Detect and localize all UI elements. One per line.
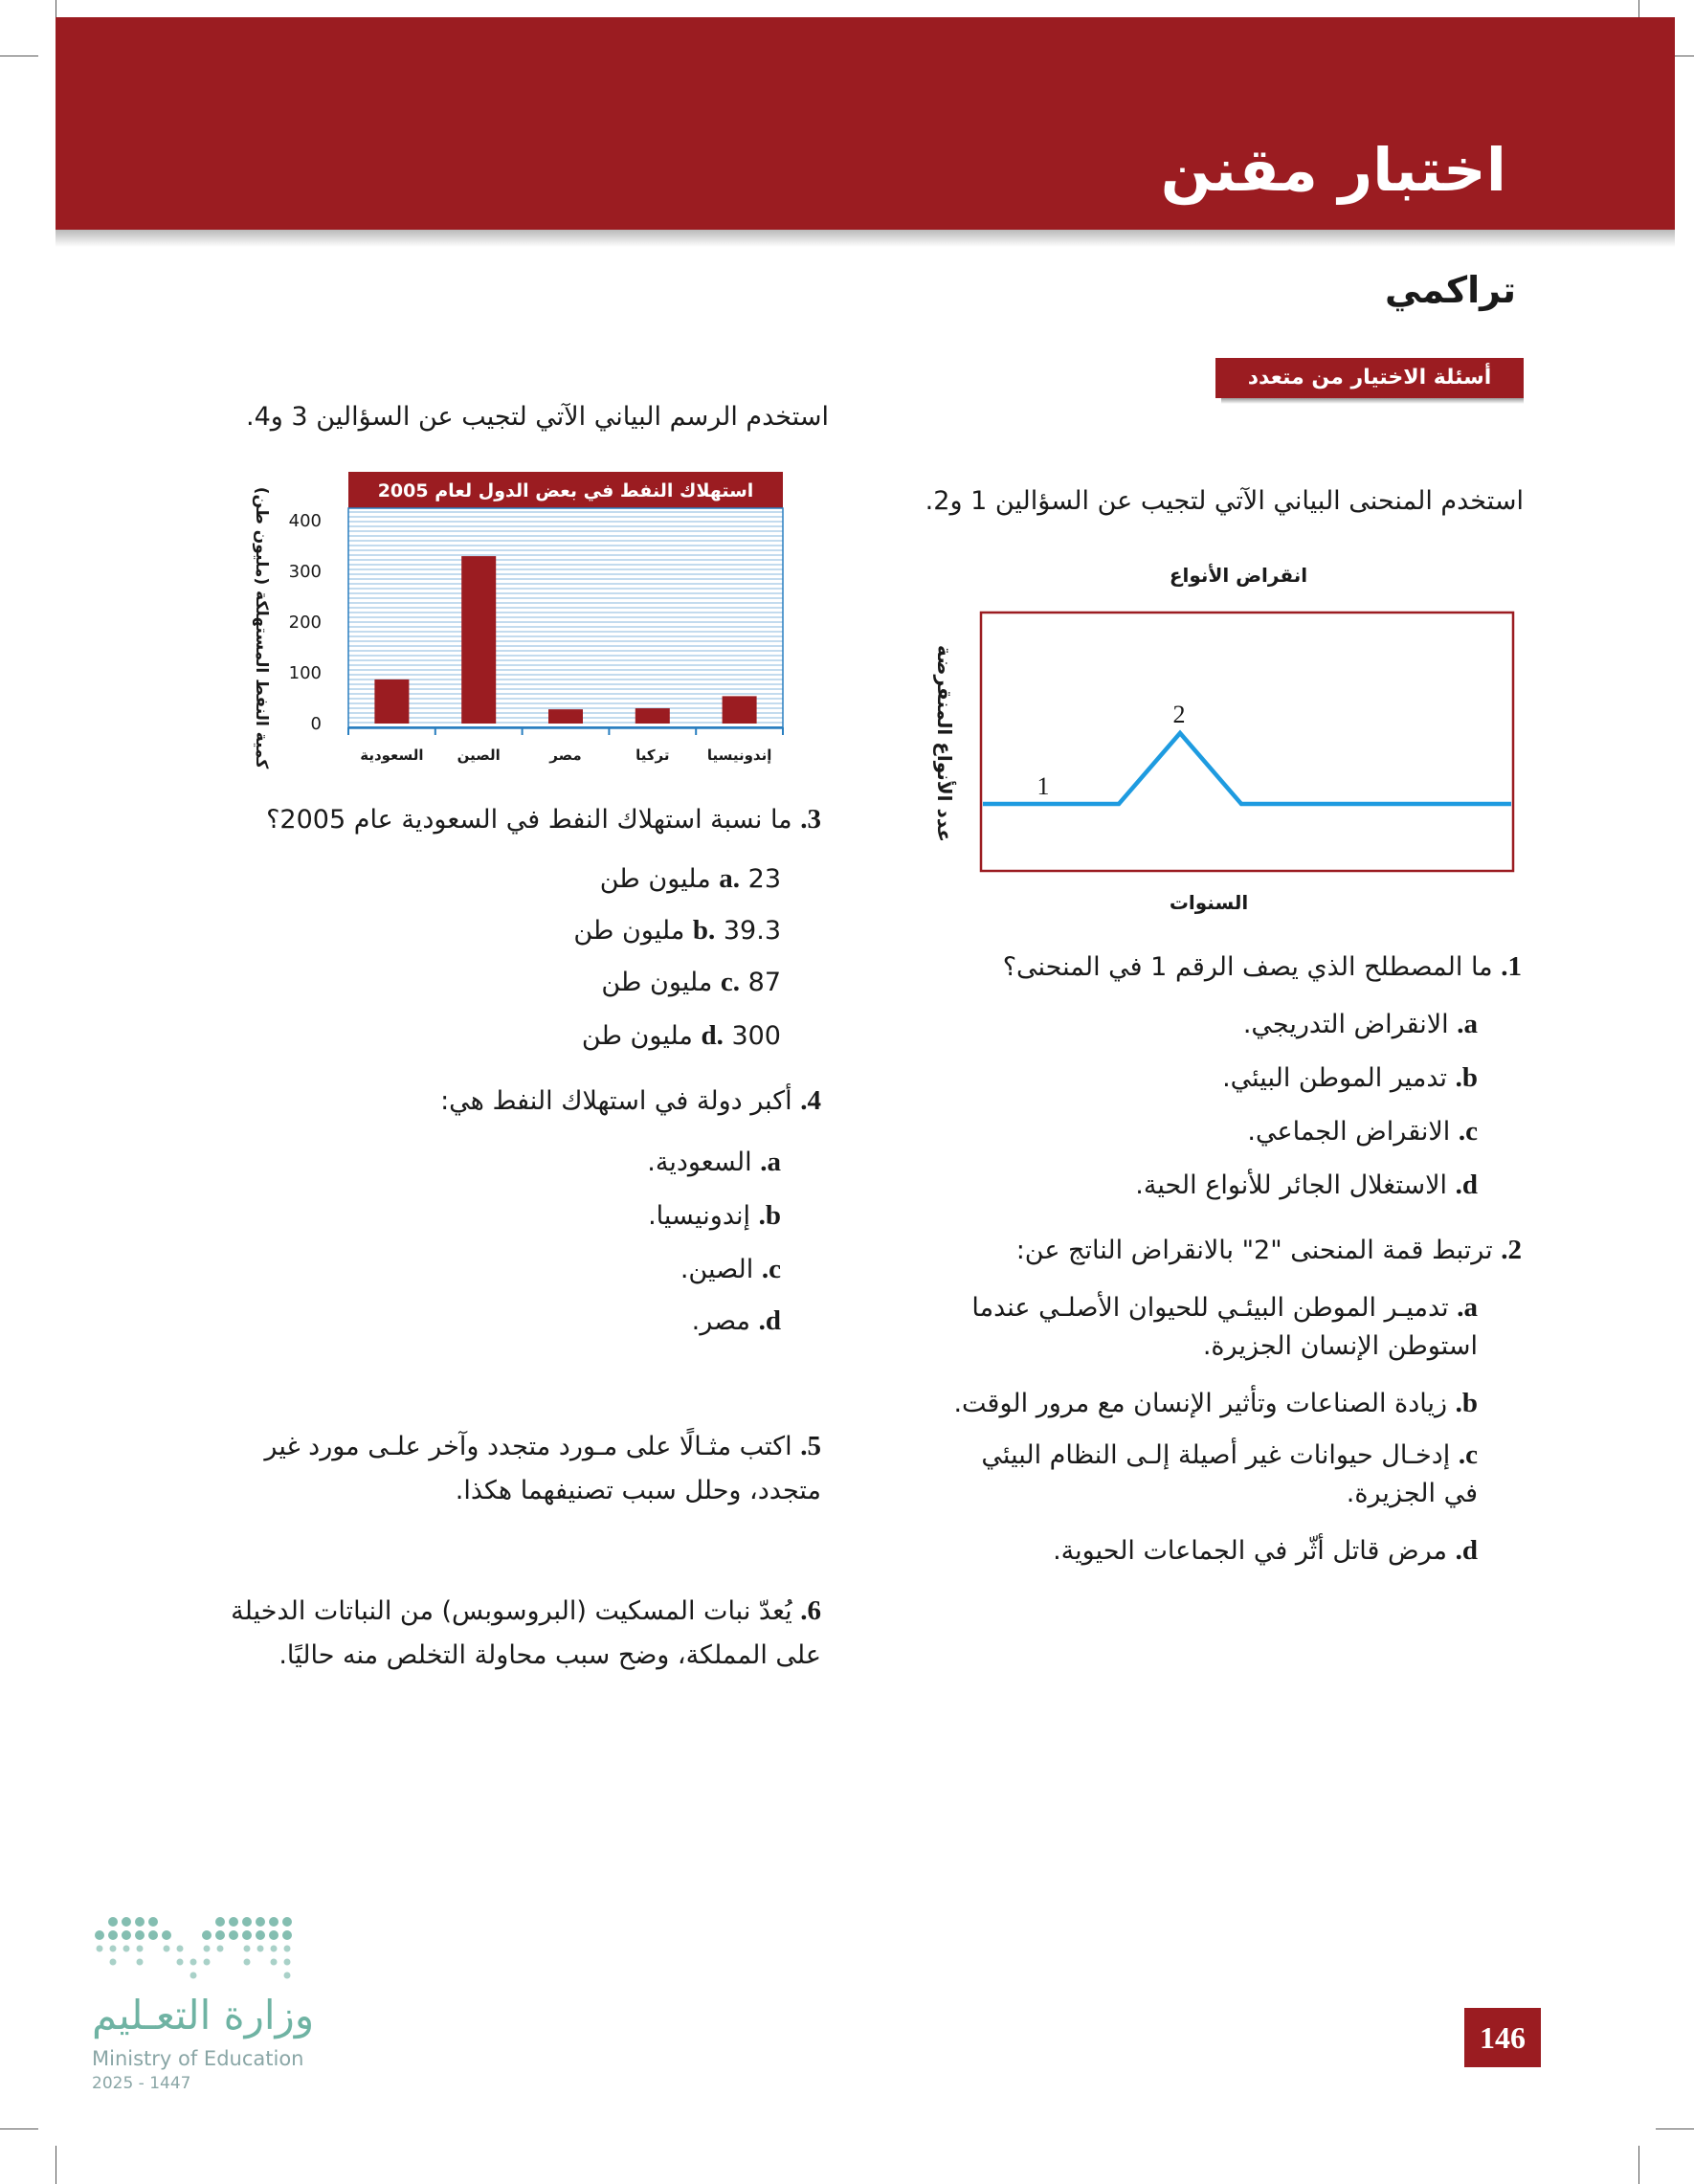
- option-text: تدمير الموطن البيئي.: [1222, 1063, 1448, 1093]
- option-text: تدميـر الموطن البيئـي للحيوان الأصلـي عندما استوطن الإنسان الجزيرة.: [971, 1293, 1478, 1361]
- option-text: إدخـال حيوانات غير أصيلة إلـى النظام البيئي في الجزيرة.: [981, 1440, 1478, 1508]
- curve-intro: استخدم المنحنى البياني الآتي لتجيب عن السؤالين 1 و2.: [925, 486, 1524, 516]
- q3-option-a[interactable]: [600, 859, 781, 899]
- logo-dot: [204, 1959, 211, 1966]
- option-text: زيادة الصناعات وتأثير الإنسان مع مرور الوقت.: [953, 1389, 1448, 1418]
- q2-option-d[interactable]: [1053, 1531, 1478, 1571]
- header-shadow: [56, 230, 1675, 247]
- option-letter: a.: [719, 863, 741, 894]
- option-letter: b.: [1455, 1062, 1478, 1093]
- logo-dot: [95, 1930, 104, 1940]
- ministry-logo-english: Ministry of Education: [92, 2047, 304, 2070]
- option-letter: a.: [1457, 1009, 1478, 1039]
- bar-3: [548, 709, 583, 724]
- question-text: ما المصطلح الذي يصف الرقم 1 في المنحنى؟: [1002, 952, 1493, 982]
- chart-y-axis-label: كمية النفط المستهلكة (مليون طن): [252, 486, 271, 769]
- option-text: 39.3 مليون طن: [573, 916, 781, 946]
- logo-dot: [256, 1930, 265, 1940]
- y-ticks: [289, 511, 322, 734]
- mcq-banner: أسئلة الاختيار من متعدد: [1215, 358, 1524, 398]
- logo-dot: [284, 1959, 291, 1966]
- question-text: اكتب مثـالًا على مـورد متجدد وآخر علـى مورد غير متجدد، وحلل سبب تصنيفهما هكذا.: [264, 1432, 821, 1505]
- question-number: 1.: [1501, 951, 1522, 982]
- mcq-banner-shadow: [1221, 398, 1524, 404]
- logo-dot: [177, 1959, 184, 1966]
- logo-dot: [122, 1917, 131, 1927]
- logo-dot: [202, 1930, 212, 1940]
- logo-dot: [135, 1917, 145, 1927]
- option-letter: b.: [692, 915, 716, 946]
- q1-option-d[interactable]: [1135, 1166, 1478, 1205]
- y-tick-label: 400: [288, 511, 322, 531]
- question-number: 6.: [800, 1595, 821, 1626]
- q1-option-b[interactable]: [1222, 1059, 1478, 1098]
- option-letter: c.: [1458, 1116, 1478, 1147]
- logo-dot: [97, 1946, 103, 1952]
- x-tick-label: الصين: [457, 747, 501, 764]
- question-number: 4.: [800, 1085, 821, 1116]
- option-text: 87 مليون طن: [601, 968, 781, 997]
- logo-dot: [135, 1930, 145, 1940]
- y-tick-label: 100: [288, 663, 322, 683]
- option-text: السعودية.: [647, 1148, 752, 1177]
- bar-5: [723, 696, 757, 724]
- logo-dot: [256, 1917, 265, 1927]
- option-text: مرض قاتل أثّر في الجماعات الحيوية.: [1053, 1536, 1448, 1566]
- logo-dot: [190, 1959, 197, 1966]
- option-letter: a.: [1457, 1292, 1478, 1323]
- x-tick-label: إندونيسيا: [706, 747, 772, 764]
- option-text: 23 مليون طن: [599, 864, 781, 894]
- q4-option-d[interactable]: [692, 1302, 781, 1341]
- crop-mark: [0, 2128, 38, 2129]
- question-text: يُعدّ نبات المسكيت (البروسوبس) من النباتات الدخيلة على المملكة، وضح سبب محاولة التخلص منه حاليًا.: [231, 1596, 821, 1670]
- logo-dot: [271, 1959, 278, 1966]
- logo-dot: [148, 1917, 158, 1927]
- logo-dot: [137, 1959, 144, 1966]
- question-2: [1016, 1231, 1522, 1270]
- question-5: [209, 1424, 821, 1513]
- logo-dot: [269, 1930, 279, 1940]
- question-number: 2.: [1501, 1235, 1522, 1265]
- page-number: 146: [1464, 2008, 1541, 2067]
- x-tick-label: مصر: [549, 747, 582, 764]
- curve-frame: [981, 613, 1513, 871]
- extinction-curve-chart: [909, 555, 1522, 919]
- x-tick-label: السعودية: [360, 747, 424, 764]
- logo-dot: [108, 1930, 118, 1940]
- option-letter: d.: [701, 1020, 724, 1051]
- plot-area: [348, 508, 783, 728]
- logo-dot: [229, 1917, 238, 1927]
- option-letter: c.: [1458, 1439, 1478, 1470]
- bar-4: [635, 708, 670, 724]
- question-1: [1003, 947, 1522, 987]
- question-4: [440, 1081, 821, 1121]
- bar-chart-intro: استخدم الرسم البياني الآتي لتجيب عن السؤالين 3 و4.: [246, 402, 829, 432]
- logo-dot: [284, 1946, 291, 1952]
- logo-dot: [204, 1946, 211, 1952]
- logo-dot: [244, 1959, 251, 1966]
- option-text: الانقراض الجماعي.: [1247, 1117, 1451, 1147]
- q4-option-a[interactable]: [647, 1143, 781, 1182]
- logo-dot: [215, 1917, 225, 1927]
- q4-option-c[interactable]: [680, 1250, 781, 1289]
- question-6: [209, 1589, 821, 1678]
- curve-point-2-label: 2: [1172, 701, 1186, 728]
- x-tick-label: تركيا: [635, 747, 670, 764]
- logo-dot: [177, 1946, 184, 1952]
- q3-option-c[interactable]: [601, 963, 781, 1002]
- q1-option-c[interactable]: [1247, 1112, 1478, 1151]
- crop-mark: [1656, 2128, 1694, 2129]
- option-letter: d.: [1455, 1170, 1478, 1200]
- crop-mark: [1638, 2146, 1639, 2184]
- curve-point-1-label: 1: [1036, 772, 1050, 800]
- logo-dot: [164, 1946, 170, 1952]
- logo-dot: [244, 1946, 251, 1952]
- logo-dot: [108, 1917, 118, 1927]
- oil-consumption-bar-chart: [239, 467, 794, 773]
- logo-dot: [257, 1946, 264, 1952]
- y-tick-label: 0: [310, 714, 322, 734]
- logo-dot: [110, 1959, 117, 1966]
- section-title: تراكمي: [1385, 269, 1516, 311]
- curve-title: انقراض الأنواع: [1169, 564, 1308, 587]
- chart-title: استهلاك النفط في بعض الدول لعام 2005: [377, 480, 754, 501]
- q3-option-d[interactable]: [582, 1016, 781, 1056]
- q2-option-c[interactable]: [961, 1436, 1478, 1513]
- logo-dot: [190, 1972, 197, 1979]
- curve-y-axis-label: عدد الأنواع المنقرضة: [933, 645, 956, 842]
- option-letter: b.: [1455, 1388, 1478, 1418]
- question-text: ترتبط قمة المنحنى "2" بالانقراض الناتج عن:: [1015, 1236, 1493, 1265]
- y-tick-label: 200: [288, 613, 322, 633]
- question-text: أكبر دولة في استهلاك النفط هي:: [440, 1086, 792, 1116]
- q1-option-a[interactable]: [1243, 1005, 1478, 1044]
- ministry-logo-arabic: وزارة التعـليم: [92, 1992, 315, 2039]
- option-letter: d.: [758, 1305, 781, 1336]
- option-text: 300 مليون طن: [581, 1021, 781, 1051]
- option-text: الصين.: [680, 1255, 754, 1284]
- option-text: إندونيسيا.: [648, 1201, 751, 1231]
- option-letter: d.: [1455, 1535, 1478, 1566]
- logo-dot: [284, 1972, 291, 1979]
- curve-x-axis-label: السنوات: [1169, 891, 1249, 914]
- logo-dot: [217, 1946, 224, 1952]
- logo-dot: [242, 1930, 252, 1940]
- x-ticks: [348, 727, 783, 764]
- logo-dot: [282, 1930, 292, 1940]
- logo-dot: [110, 1946, 117, 1952]
- logo-dot: [215, 1930, 225, 1940]
- option-letter: b.: [758, 1200, 781, 1231]
- question-text: ما نسبة استهلاك النفط في السعودية عام 2005؟: [266, 805, 792, 835]
- logo-dot: [137, 1946, 144, 1952]
- logo-dot: [162, 1930, 171, 1940]
- logo-dot: [271, 1946, 278, 1952]
- q4-option-b[interactable]: [648, 1196, 781, 1236]
- ministry-logo-dots-icon: [92, 1914, 302, 1983]
- question-number: 5.: [800, 1431, 821, 1461]
- logo-dot: [269, 1917, 279, 1927]
- q2-option-b[interactable]: [953, 1384, 1478, 1423]
- logo-dot: [148, 1930, 158, 1940]
- option-text: الاستغلال الجائر للأنواع الحية.: [1135, 1170, 1448, 1200]
- logo-dot: [122, 1930, 131, 1940]
- logo-dot: [229, 1930, 238, 1940]
- ministry-logo-year: 2025 - 1447: [92, 2074, 191, 2093]
- question-3: [266, 800, 821, 839]
- option-text: مصر.: [691, 1306, 751, 1336]
- page-title: اختبار مقنن: [1160, 135, 1506, 205]
- q3-option-b[interactable]: [573, 911, 781, 950]
- logo-dot: [123, 1946, 130, 1952]
- bar-2: [461, 556, 496, 724]
- option-letter: a.: [760, 1147, 781, 1177]
- logo-dot: [242, 1917, 252, 1927]
- option-text: الانقراض التدريجي.: [1242, 1010, 1449, 1039]
- option-letter: c.: [720, 967, 741, 997]
- option-letter: c.: [761, 1254, 781, 1284]
- y-tick-label: 300: [288, 562, 322, 582]
- question-number: 3.: [800, 804, 821, 835]
- logo-dot: [282, 1917, 292, 1927]
- q2-option-a[interactable]: [961, 1288, 1478, 1366]
- bar-1: [374, 680, 409, 724]
